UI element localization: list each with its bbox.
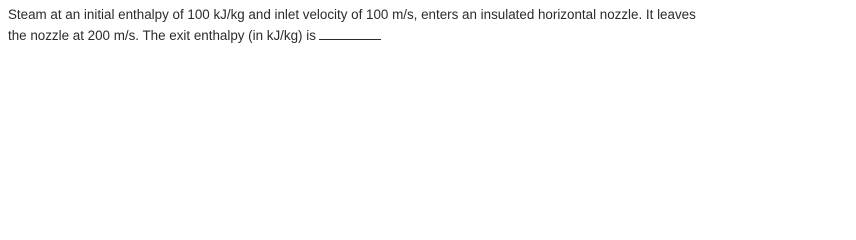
question-line-2 xyxy=(8,25,850,46)
question-line-2-text: the nozzle at 200 m/s. The exit enthalpy (in kJ/kg) is xyxy=(8,28,316,43)
answer-blank xyxy=(319,27,381,40)
question-line-1: Steam at an initial enthalpy of 100 kJ/kg and inlet velocity of 100 m/s, enters an insulated horizontal nozzle. It leaves xyxy=(8,7,696,22)
question-text xyxy=(8,4,850,46)
